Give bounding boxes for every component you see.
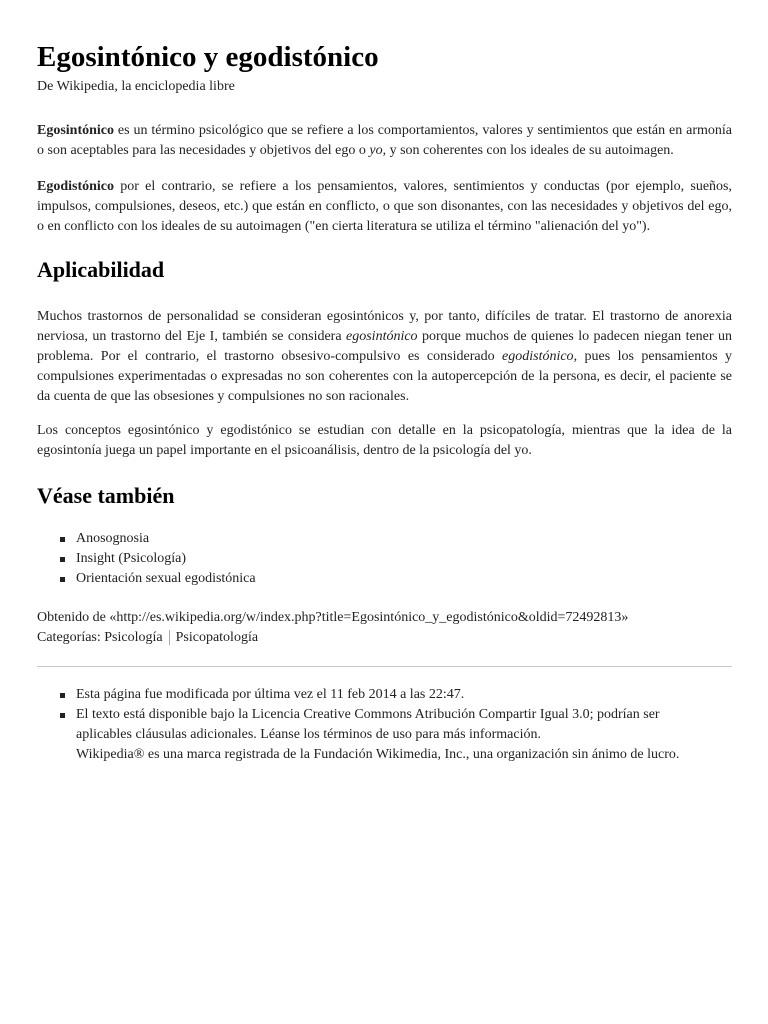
footer-divider bbox=[37, 666, 732, 667]
link-insight[interactable]: Insight (Psicología) bbox=[76, 551, 187, 566]
intro2-text: por el contrario, se refiere a los pensamientos, valores, sentimientos y conductas (por ejemplo, sueños, impulsos, compulsiones, deseos, etc.) que están en conflicto, o que son disonantes, con las necesidades y objetivos del ego, o en conflicto con los ideales de su autoimagen ("en cierta literatura se utiliza el término "alienación del yo"). bbox=[37, 179, 732, 234]
applicability-text-a: Muchos trastornos de personalidad se consideran egosintónicos y, por tanto, difíciles de tratar. El trastorno de anorexia nerviosa, un trastorno del Eje I, también se considera bbox=[37, 309, 732, 344]
applicability-italic-a: egosintónico bbox=[346, 329, 418, 344]
intro1-italic: yo bbox=[369, 143, 383, 158]
license-link-line1[interactable]: El texto está disponible bajo la Licencia Creative Commons Atribución Compartir Igual 3.0; podrían ser bbox=[76, 707, 660, 722]
trademark-text: Wikipedia® es una marca registrada de la Fundación Wikimedia, Inc., una organización sin ánimo de lucro. bbox=[76, 747, 680, 762]
heading-see-also: Véase también bbox=[37, 483, 175, 508]
see-also-list bbox=[37, 529, 732, 589]
see-also-item bbox=[60, 569, 732, 589]
link-egodystonic-orientation[interactable]: Orientación sexual egodistónica bbox=[76, 571, 256, 586]
bullet-icon bbox=[60, 537, 65, 542]
applicability-italic-b: egodistónico bbox=[502, 349, 574, 364]
applicability-text-c: , pues los pensamientos y compulsiones experimentadas o expresadas no son coherentes con la autopercepción de la persona, es decir, el paciente se da cuenta de que las obsesiones y compulsiones no son racionales. bbox=[37, 349, 732, 404]
intro1-text-a: es un término psicológico que se refiere a los comportamientos, valores y sentimientos que están en armonía o son aceptables para las necesidades y objetivos del ego o bbox=[37, 123, 732, 158]
bullet-icon bbox=[60, 693, 65, 698]
footer-last-modified bbox=[60, 685, 732, 705]
license-link-line2[interactable]: aplicables cláusulas adicionales. Léanse los términos de uso para más información. bbox=[76, 727, 541, 742]
bullet-icon bbox=[60, 557, 65, 562]
retrieved-link[interactable]: Obtenido de «http://es.wikipedia.org/w/index.php?title=Egosintónico_y_egodistónico&oldid=72492813» bbox=[37, 610, 629, 625]
page-title: Egosintónico y egodistónico bbox=[37, 41, 379, 73]
last-modified-text: Esta página fue modificada por última vez el 11 feb 2014 a las 22:47. bbox=[76, 687, 465, 702]
retrieved-from bbox=[37, 608, 732, 628]
bullet-icon bbox=[60, 713, 65, 718]
applicability-paragraph-2: Los conceptos egosintónico y egodistónico se estudian con detalle en la psicopatología, mientras que la idea de la egosintonía juega un papel importante en el psicoanálisis, dentro de la psicología del yo. bbox=[37, 423, 732, 458]
intro-paragraph-egosyntonic bbox=[37, 121, 732, 161]
term-egodystonic: Egodistónico bbox=[37, 179, 115, 194]
category-links bbox=[37, 628, 732, 648]
see-also-item bbox=[60, 529, 732, 549]
bullet-icon bbox=[60, 577, 65, 582]
footer-license bbox=[60, 705, 732, 765]
category-psychology[interactable]: Psicología bbox=[104, 630, 163, 645]
intro1-text-b: , y son coherentes con los ideales de su autoimagen. bbox=[382, 143, 674, 158]
site-tagline: De Wikipedia, la enciclopedia libre bbox=[37, 79, 235, 94]
category-psychopathology[interactable]: Psicopatología bbox=[175, 630, 259, 645]
link-anosognosia[interactable]: Anosognosia bbox=[76, 531, 150, 546]
term-egosyntonic: Egosintónico bbox=[37, 123, 115, 138]
footer-info bbox=[37, 685, 732, 765]
see-also-item bbox=[60, 549, 732, 569]
categories-label: Categorías: bbox=[37, 630, 101, 645]
intro-paragraph-egodystonic bbox=[37, 177, 732, 237]
category-separator bbox=[169, 630, 170, 645]
applicability-paragraph-1 bbox=[37, 307, 732, 407]
applicability-text-b: porque muchos de quienes lo padecen niegan tener un problema. Por el contrario, el trastorno obsesivo-compulsivo es considerado bbox=[37, 329, 733, 364]
heading-applicability: Aplicabilidad bbox=[37, 257, 165, 282]
